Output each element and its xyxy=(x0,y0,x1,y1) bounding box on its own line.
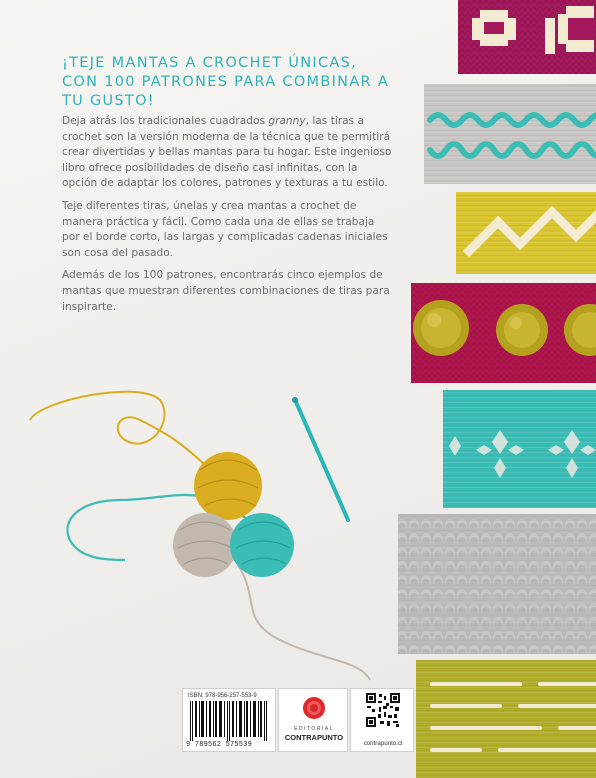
paragraph-1-italic: granny xyxy=(268,115,306,127)
crochet-hook xyxy=(296,402,348,520)
qr-code xyxy=(350,688,414,752)
paragraph-1-text-a: Deja atrás los tradicionales cuadrados xyxy=(62,115,269,127)
barcode-icon xyxy=(188,701,272,741)
isbn-label: ISBN: 978-956-257-553-9 xyxy=(188,693,257,699)
contrapunto-logo-icon xyxy=(302,695,326,723)
paragraph-2: Teje diferentes tiras, únelas y crea mantas a crochet de manera práctica y fácil. Como cada una de ellas se trabaja por el borde corto, las largas y complicadas cadenas iniciales son cosa del pasado. xyxy=(62,199,388,259)
isbn-barcode xyxy=(182,688,276,752)
beige-yarn-ball xyxy=(173,513,237,577)
barcode-digits: 9 789562 575539 xyxy=(186,741,253,749)
publisher-name: CONTRAPUNTO xyxy=(284,733,344,742)
headline: ¡TEJE MANTAS A CROCHET ÚNICAS, CON 100 PATRONES PARA COMBINAR A TU GUSTO! xyxy=(62,55,390,109)
mustard-yarn-ball xyxy=(194,452,262,520)
paragraph-3: Además de los 100 patrones, encontrarás cinco ejemplos de mantas que muestran diferentes combinaciones de tiras para inspirarte. xyxy=(62,269,390,313)
qr-code-icon xyxy=(366,693,400,727)
publisher-editorial: EDITORIAL xyxy=(294,726,334,732)
mustard-yarn-strand xyxy=(30,392,210,470)
paragraph-1-text-b: , las tiras a crochet son la versión moderna de la técnica que te permitirá crear divertidas y bellas mantas para tu hogar. Este ingenioso libro ofrece posibilidades de diseño casi infinitas, con la opción de adaptar los colores, patrones y texturas a tu estilo. xyxy=(62,115,392,190)
teal-yarn-ball xyxy=(230,513,294,577)
beige-yarn-strand xyxy=(238,565,370,680)
publisher-logo xyxy=(278,688,348,752)
publisher-url: contrapunto.cl xyxy=(363,740,403,747)
